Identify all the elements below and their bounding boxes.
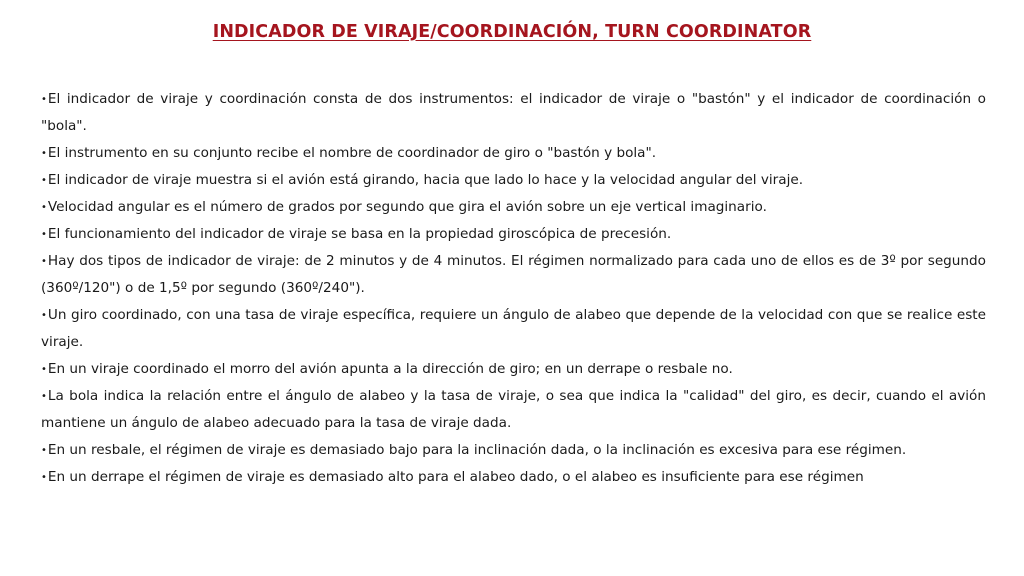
bullet-text: Un giro coordinado, con una tasa de viraje específica, requiere un ángulo de alabeo que depende de la velocidad con que se realice este viraje.	[41, 307, 986, 350]
bullet-text: El indicador de viraje y coordinación consta de dos instrumentos: el indicador de viraje o "bastón" y el indicador de coordinación o "bola".	[41, 91, 986, 134]
bullet-item	[41, 302, 986, 356]
bullet-list	[41, 86, 986, 491]
bullet-text: En un viraje coordinado el morro del avión apunta a la dirección de giro; en un derrape o resbale no.	[47, 361, 733, 377]
bullet-icon: •	[41, 310, 47, 321]
bullet-icon: •	[41, 202, 47, 213]
bullet-item	[41, 464, 986, 491]
bullet-item	[41, 356, 986, 383]
bullet-icon: •	[41, 94, 47, 105]
bullet-text: El instrumento en su conjunto recibe el nombre de coordinador de giro o "bastón y bola".	[47, 145, 657, 161]
bullet-icon: •	[41, 445, 47, 456]
bullet-text: La bola indica la relación entre el ángulo de alabeo y la tasa de viraje, o sea que indica la "calidad" del giro, es decir, cuando el avión mantiene un ángulo de alabeo adecuado para la tasa de viraje dada.	[41, 388, 986, 431]
bullet-icon: •	[41, 148, 47, 159]
bullet-item	[41, 437, 986, 464]
bullet-text: En un resbale, el régimen de viraje es demasiado bajo para la inclinación dada, o la inclinación es excesiva para ese régimen.	[47, 442, 907, 458]
bullet-icon: •	[41, 391, 47, 402]
bullet-item	[41, 221, 986, 248]
bullet-text: Velocidad angular es el número de grados por segundo que gira el avión sobre un eje vertical imaginario.	[47, 199, 767, 215]
bullet-icon: •	[41, 364, 47, 375]
bullet-item	[41, 167, 986, 194]
bullet-icon: •	[41, 229, 47, 240]
bullet-item	[41, 248, 986, 302]
bullet-text: Hay dos tipos de indicador de viraje: de 2 minutos y de 4 minutos. El régimen normalizado para cada uno de ellos es de 3º por segundo (360º/120") o de 1,5º por segundo (360º/240").	[41, 253, 986, 296]
bullet-icon: •	[41, 256, 47, 267]
slide-title: INDICADOR DE VIRAJE/COORDINACIÓN, TURN COORDINATOR	[212, 22, 812, 42]
bullet-icon: •	[41, 472, 47, 483]
bullet-item	[41, 194, 986, 221]
bullet-item	[41, 140, 986, 167]
bullet-icon: •	[41, 175, 47, 186]
bullet-item	[41, 86, 986, 140]
bullet-item	[41, 383, 986, 437]
bullet-text: El indicador de viraje muestra si el avión está girando, hacia que lado lo hace y la velocidad angular del viraje.	[47, 172, 804, 188]
bullet-text: En un derrape el régimen de viraje es demasiado alto para el alabeo dado, o el alabeo es insuficiente para ese régimen	[47, 469, 864, 485]
bullet-text: El funcionamiento del indicador de viraje se basa en la propiedad giroscópica de precesión.	[47, 226, 672, 242]
